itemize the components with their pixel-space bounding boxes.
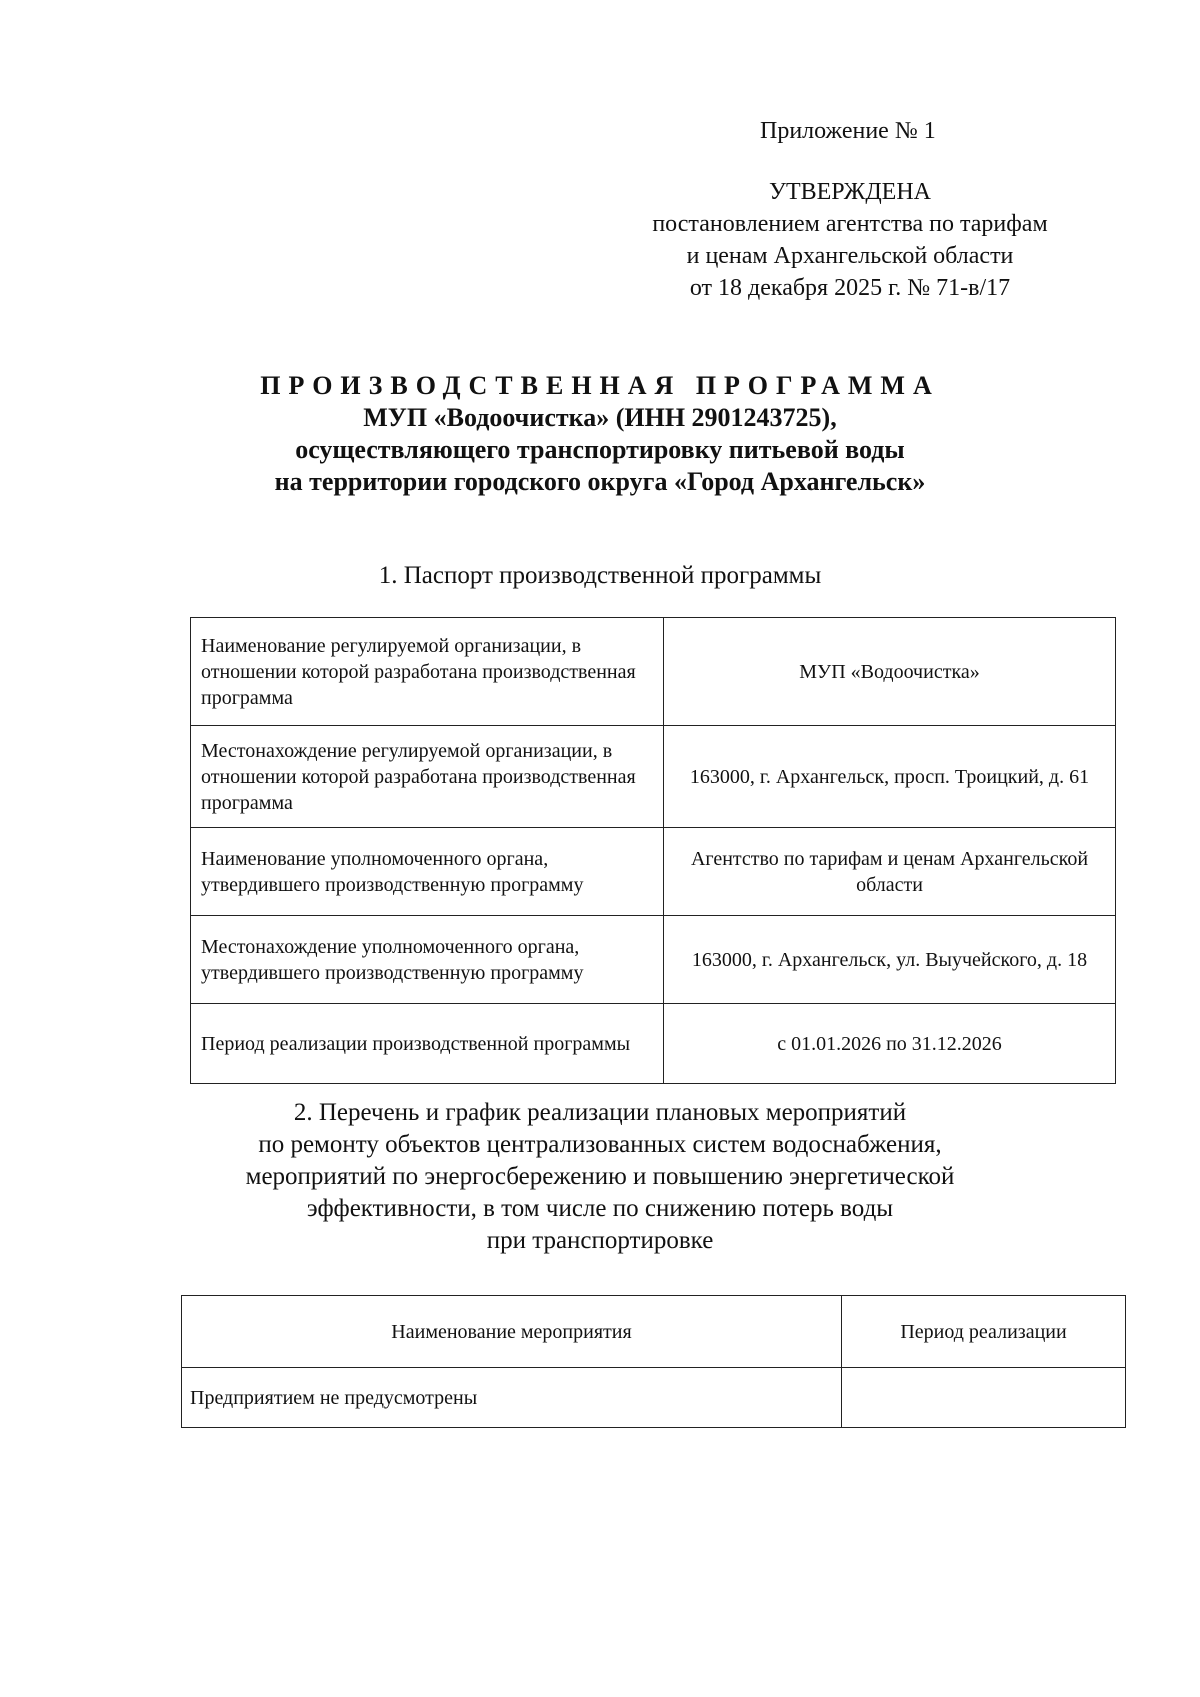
passport-value: 163000, г. Архангельск, ул. Выучейского, д. 18 <box>664 916 1116 1004</box>
event-name: Предприятием не предусмотрены <box>182 1368 842 1428</box>
section1-title: 1. Паспорт производственной программы <box>378 562 822 589</box>
passport-value: 163000, г. Архангельск, просп. Троицкий, д. 61 <box>664 726 1116 828</box>
appendix-label: Приложение № 1 <box>760 118 936 144</box>
passport-label: Наименование уполномоченного органа, утвердившего производственную программу <box>191 828 664 916</box>
column-header-name: Наименование мероприятия <box>182 1296 842 1368</box>
approved-label: УТВЕРЖДЕНА <box>768 179 932 205</box>
events-table <box>181 1295 1126 1428</box>
table-header-row <box>182 1296 1126 1368</box>
passport-label: Наименование регулируемой организации, в отношении которой разработана производственная программа <box>191 618 664 726</box>
passport-label: Период реализации производственной программы <box>191 1004 664 1084</box>
table-row <box>191 1004 1116 1084</box>
table-row <box>182 1368 1126 1428</box>
passport-value: МУП «Водоочистка» <box>664 618 1116 726</box>
section2-title-line: мероприятий по энергосбережению и повышению энергетической <box>245 1163 955 1190</box>
approval-block <box>600 176 1100 304</box>
passport-label: Местонахождение регулируемой организации, в отношении которой разработана производственная программа <box>191 726 664 828</box>
section2-title <box>180 1097 1020 1257</box>
column-header-period: Период реализации <box>842 1296 1126 1368</box>
event-period <box>842 1368 1126 1428</box>
title-line: осуществляющего транспортировку питьевой воды <box>295 435 905 464</box>
title-line: ПРОИЗВОДСТВЕННАЯ ПРОГРАММА <box>260 371 940 400</box>
passport-label: Местонахождение уполномоченного органа, утвердившего производственную программу <box>191 916 664 1004</box>
section2-title-line: 2. Перечень и график реализации плановых мероприятий <box>293 1099 907 1126</box>
approved-line: постановлением агентства по тарифам <box>652 211 1048 237</box>
table-row <box>191 828 1116 916</box>
section2-title-line: при транспортировке <box>486 1227 714 1254</box>
approved-line: и ценам Архангельской области <box>686 243 1014 269</box>
title-line: МУП «Водоочистка» (ИНН 2901243725), <box>363 403 837 432</box>
table-row <box>191 726 1116 828</box>
passport-value: с 01.01.2026 по 31.12.2026 <box>664 1004 1116 1084</box>
document-title <box>180 370 1020 498</box>
approved-line: от 18 декабря 2025 г. № 71-в/17 <box>689 275 1011 301</box>
section2-title-line: по ремонту объектов централизованных систем водоснабжения, <box>258 1131 942 1158</box>
passport-value: Агентство по тарифам и ценам Архангельской области <box>664 828 1116 916</box>
table-row <box>191 618 1116 726</box>
title-line: на территории городского округа «Город Архангельск» <box>274 467 926 496</box>
passport-table <box>190 617 1116 1084</box>
table-row <box>191 916 1116 1004</box>
section2-title-line: эффективности, в том числе по снижению потерь воды <box>306 1195 894 1222</box>
